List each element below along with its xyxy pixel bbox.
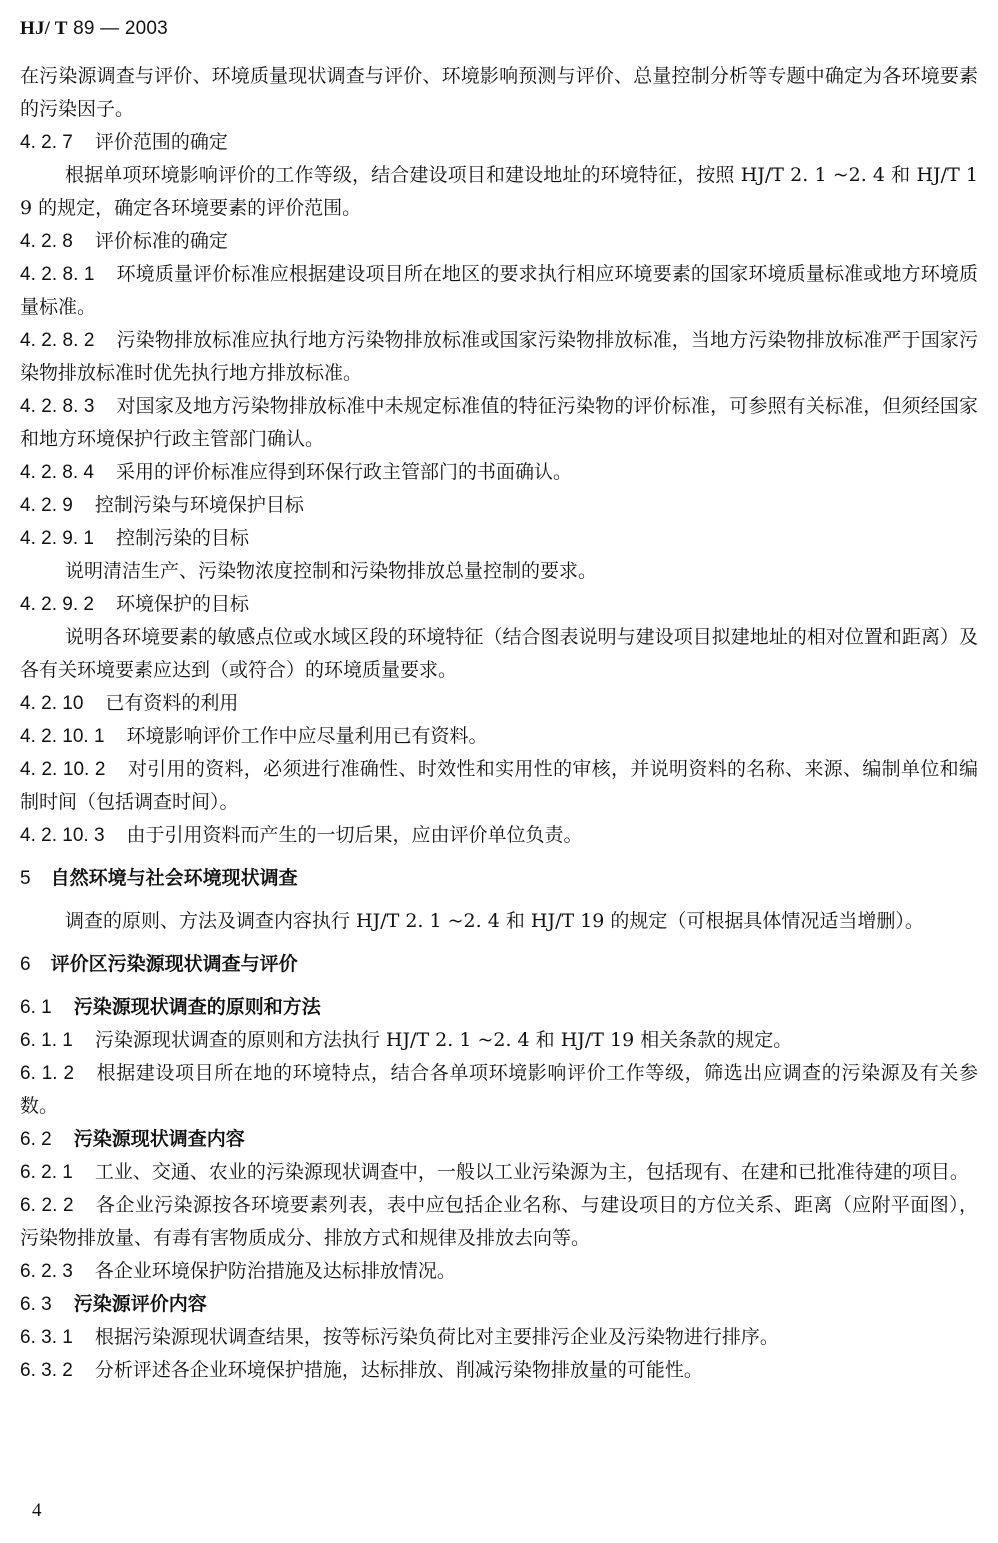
clause-number: 6. 1. 2: [20, 1063, 75, 1084]
clause-text: 污染源评价内容: [73, 1293, 207, 1315]
clause-number: 6. 1: [20, 997, 52, 1018]
clause-paragraph: [20, 126, 978, 159]
clause-paragraph: [20, 687, 978, 720]
clause-number: 4. 2. 8. 1: [20, 264, 95, 285]
clause-text: 根据建设项目所在地的环境特点，结合各单项环境影响评价工作等级，筛选出应调查的污染源及有关参数。: [20, 1062, 978, 1117]
clause-paragraph: [20, 258, 978, 324]
subsection-heading: [20, 991, 978, 1024]
document-body: [20, 60, 978, 1387]
subsection-heading: [20, 1123, 978, 1156]
clause-paragraph: [20, 390, 978, 456]
clause-text: 调查的原则、方法及调查内容执行 HJ/T 2. 1 ~2. 4 和 HJ/T 19 的规定（可根据具体情况适当增删）。: [65, 910, 924, 932]
clause-number: 4. 2. 9. 1: [20, 528, 94, 549]
standard-header: [20, 18, 168, 40]
clause-number: 4. 2. 10: [20, 693, 84, 714]
clause-text: 各企业污染源按各环境要素列表，表中应包括企业名称、与建设项目的方位关系、距离（应附平面图），污染物排放量、有毒有害物质成分、排放方式和规律及排放去向等。: [20, 1194, 978, 1249]
section-heading: [20, 948, 978, 981]
clause-paragraph: [20, 1024, 978, 1057]
clause-number: 4. 2. 8. 4: [20, 462, 94, 483]
clause-number: 4. 2. 9. 2: [20, 594, 94, 615]
subsection-heading: [20, 1288, 978, 1321]
clause-paragraph: [20, 1189, 978, 1255]
clause-text: 工业、交通、农业的污染源现状调查中，一般以工业污染源为主，包括现有、在建和已批准待建的项目。: [94, 1161, 969, 1183]
clause-number: 5: [20, 868, 31, 889]
clause-number: 6. 3. 1: [20, 1327, 73, 1348]
clause-paragraph: [20, 1255, 978, 1288]
clause-text: 在污染源调查与评价、环境质量现状调查与评价、环境影响预测与评价、总量控制分析等专题中确定为各环境要素的污染因子。: [20, 65, 978, 120]
clause-number: 6. 2: [20, 1129, 52, 1150]
clause-text: 污染源现状调查内容: [73, 1128, 245, 1150]
clause-number: 6. 2. 3: [20, 1261, 73, 1282]
clause-text: 污染物排放标准应执行地方污染物排放标准或国家污染物排放标准，当地方污染物排放标准严于国家污染物排放标准时优先执行地方排放标准。: [20, 329, 978, 384]
clause-text: 对引用的资料，必须进行准确性、时效性和实用性的审核，并说明资料的名称、来源、编制单位和编制时间（包括调查时间）。: [20, 758, 978, 813]
clause-text: 环境质量评价标准应根据建设项目所在地区的要求执行相应环境要素的国家环境质量标准或地方环境质量标准。: [20, 263, 978, 318]
clause-text: 自然环境与社会环境现状调查: [50, 867, 298, 889]
clause-text: 根据单项环境影响评价的工作等级，结合建设项目和建设地址的环境特征，按照 HJ/T 2. 1 ~2. 4 和 HJ/T 19 的规定，确定各环境要素的评价范围。: [20, 164, 978, 219]
clause-text: 采用的评价标准应得到环保行政主管部门的书面确认。: [115, 461, 572, 483]
standard-code: HJ/ T: [20, 18, 68, 39]
clause-text: 污染源现状调查的原则和方法: [73, 996, 321, 1018]
clause-number: 4. 2. 10. 3: [20, 825, 105, 846]
clause-paragraph: [20, 588, 978, 621]
clause-paragraph: [20, 1057, 978, 1123]
clause-number: 4. 2. 8. 3: [20, 396, 95, 417]
clause-number: 6. 3. 2: [20, 1360, 73, 1381]
clause-paragraph: [20, 1321, 978, 1354]
clause-number: 6. 3: [20, 1294, 52, 1315]
clause-paragraph: [20, 1354, 978, 1387]
clause-number: 6. 1. 1: [20, 1030, 73, 1051]
clause-number: 4. 2. 9: [20, 495, 73, 516]
body-paragraph: [20, 905, 978, 938]
clause-text: 说明各环境要素的敏感点位或水域区段的环境特征（结合图表说明与建设项目拟建地址的相对位置和距离）及各有关环境要素应达到（或符合）的环境质量要求。: [20, 626, 978, 681]
clause-text: 说明清洁生产、污染物浓度控制和污染物排放总量控制的要求。: [65, 560, 598, 582]
clause-number: 4. 2. 8. 2: [20, 330, 95, 351]
clause-text: 评价范围的确定: [94, 131, 228, 153]
clause-paragraph: [20, 1156, 978, 1189]
clause-text: 评价标准的确定: [94, 230, 228, 252]
clause-text: 环境保护的目标: [115, 593, 249, 615]
clause-paragraph: [20, 489, 978, 522]
clause-text: 控制污染的目标: [115, 527, 249, 549]
body-paragraph: [20, 555, 978, 588]
clause-number: 6. 2. 1: [20, 1162, 73, 1183]
clause-number: 6: [20, 954, 31, 975]
body-paragraph: [20, 159, 978, 225]
clause-text: 评价区污染源现状调查与评价: [50, 953, 298, 975]
section-heading: [20, 862, 978, 895]
clause-text: 控制污染与环境保护目标: [94, 494, 304, 516]
clause-text: 环境影响评价工作中应尽量利用已有资料。: [126, 725, 488, 747]
standard-number: 89 — 2003: [73, 18, 168, 39]
clause-text: 根据污染源现状调查结果，按等标污染负荷比对主要排污企业及污染物进行排序。: [94, 1326, 779, 1348]
clause-paragraph: [20, 522, 978, 555]
clause-text: 污染源现状调查的原则和方法执行 HJ/T 2. 1 ~2. 4 和 HJ/T 19 相关条款的规定。: [94, 1029, 793, 1051]
clause-paragraph: [20, 225, 978, 258]
clause-text: 对国家及地方污染物排放标准中未规定标准值的特征污染物的评价标准，可参照有关标准，但须经国家和地方环境保护行政主管部门确认。: [20, 395, 978, 450]
clause-number: 6. 2. 2: [20, 1195, 74, 1216]
clause-text: 由于引用资料而产生的一切后果，应由评价单位负责。: [126, 824, 583, 846]
clause-paragraph: [20, 720, 978, 753]
clause-text: 分析评述各企业环境保护措施，达标排放、削减污染物排放量的可能性。: [94, 1359, 703, 1381]
clause-paragraph: [20, 456, 978, 489]
clause-number: 4. 2. 10. 1: [20, 726, 105, 747]
body-paragraph: [20, 60, 978, 126]
clause-text: 各企业环境保护防治措施及达标排放情况。: [94, 1260, 456, 1282]
clause-number: 4. 2. 10. 2: [20, 759, 106, 780]
clause-number: 4. 2. 8: [20, 231, 73, 252]
clause-paragraph: [20, 324, 978, 390]
clause-paragraph: [20, 753, 978, 819]
clause-text: 已有资料的利用: [105, 692, 239, 714]
clause-number: 4. 2. 7: [20, 132, 73, 153]
clause-paragraph: [20, 819, 978, 852]
body-paragraph: [20, 621, 978, 687]
page-number: 4: [32, 1500, 42, 1521]
